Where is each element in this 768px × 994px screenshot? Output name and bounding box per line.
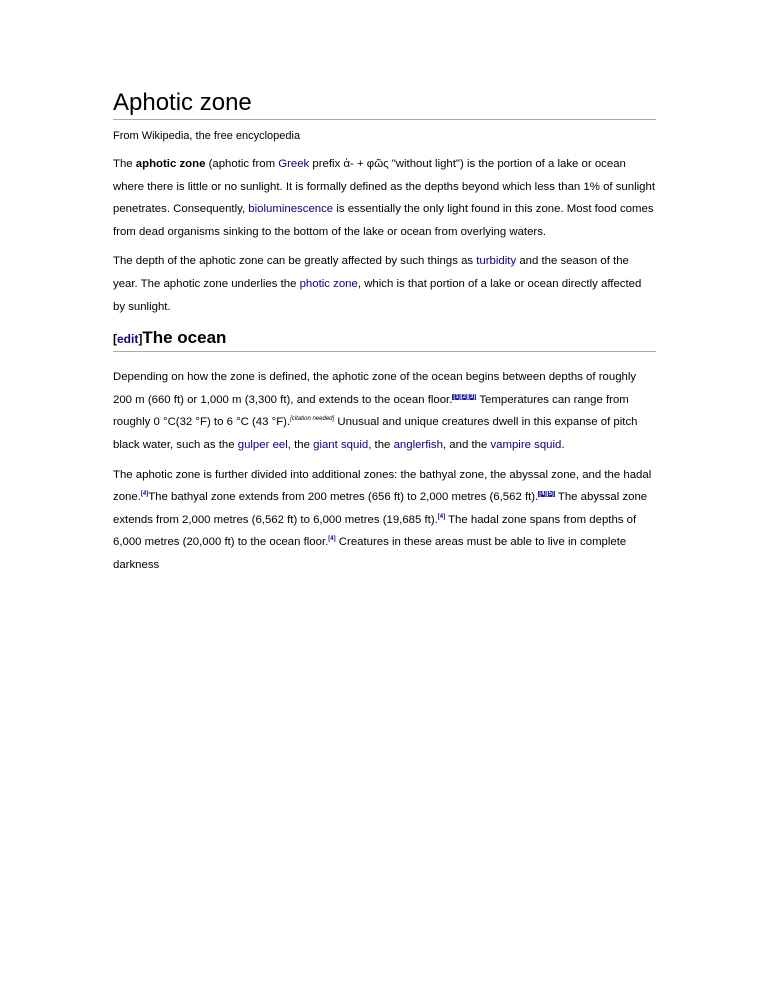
text-run: , and the (442, 438, 491, 451)
bioluminescence-link[interactable]: bioluminescence (248, 203, 334, 216)
photic-zone-link[interactable]: photic zone (299, 277, 358, 290)
text-run: is essentially the only light found in this zone. Most food comes from dead organisms sinking to the bottom of the lake or ocean from overlying waters. (113, 203, 654, 238)
text-run: (aphotic from (205, 158, 279, 170)
reference-link[interactable]: [1][2][3] (453, 393, 476, 400)
text-run: Temperatures can range from roughly 0 °C(32 °F) to 6 °C (43 °F). (113, 393, 629, 429)
intro-paragraph (113, 153, 656, 243)
text-run: The abyssal zone extends from 2,000 metres (6,562 ft) to 6,000 metres (19,685 ft). (113, 491, 648, 526)
reference-link[interactable]: [4] (437, 513, 446, 520)
text-run: The hadal zone spans from depths of 6,000 metres (20,000 ft) to the ocean floor. (113, 513, 637, 549)
section-heading-ocean (113, 325, 656, 352)
text-run: The depth of the aphotic zone can be greatly affected by such things as (113, 255, 477, 268)
reference-link[interactable]: [4] (140, 491, 149, 498)
text-run: , the (287, 438, 314, 451)
text-run: and the season of the year. The aphotic zone underlies the (113, 255, 629, 290)
text-run: The (113, 158, 136, 170)
article-subtitle: From Wikipedia, the free encyclopedia (113, 130, 301, 142)
greek-link[interactable]: Greek (278, 158, 310, 170)
text-run: Unusual and unique creatures dwell in this expanse of pitch black water, such as the (113, 416, 638, 451)
text-run: . (561, 438, 565, 451)
depth-paragraph (113, 250, 656, 318)
edit-bracket-open: [ (113, 332, 117, 347)
text-run: , the (368, 438, 394, 451)
text-run: prefix ἀ- + φῶς "without light") is the portion of a lake or ocean where there is little or no sunlight. It is formally defined as the depths beyond which less than 1% of sunlight penetrates. Consequently, (113, 158, 655, 216)
reference-link[interactable]: [4][5] (539, 491, 554, 498)
article-title: Aphotic zone (113, 88, 656, 120)
vampire-squid-link[interactable]: vampire squid (490, 438, 562, 451)
turbidity-link[interactable]: turbidity (476, 255, 517, 268)
anglerfish-link[interactable]: anglerfish (393, 438, 443, 451)
reference-link[interactable]: [4] (328, 536, 336, 543)
article-page (113, 88, 656, 584)
ocean-paragraph (113, 366, 656, 456)
giant-squid-link[interactable]: giant squid (313, 438, 369, 451)
text-run: The bathyal zone extends from 200 metres (656 ft) to 2,000 metres (6,562 ft). (148, 491, 539, 504)
edit-link[interactable]: edit (117, 332, 139, 347)
edit-bracket-close: ] (138, 332, 143, 347)
text-run: Depending on how the zone is defined, the aphotic zone of the ocean begins between depths of roughly 200 m (660 ft) or 1,000 m (3,300 ft), and extends to the ocean floor. (113, 371, 637, 406)
bold-term: aphotic zone (135, 158, 206, 170)
zones-paragraph (113, 464, 656, 577)
gulper-eel-link[interactable]: gulper eel (237, 438, 288, 451)
citation-needed-link[interactable]: [citation needed] (290, 416, 335, 423)
text-run: Creatures in these areas must be able to live in complete darkness (113, 536, 627, 571)
text-run: , which is that portion of a lake or ocean directly affected by sunlight. (113, 277, 642, 313)
section-title: The ocean (142, 328, 227, 348)
text-run: The aphotic zone is further divided into additional zones: the bathyal zone, the abyssal zone, and the hadal zone. (113, 468, 652, 504)
